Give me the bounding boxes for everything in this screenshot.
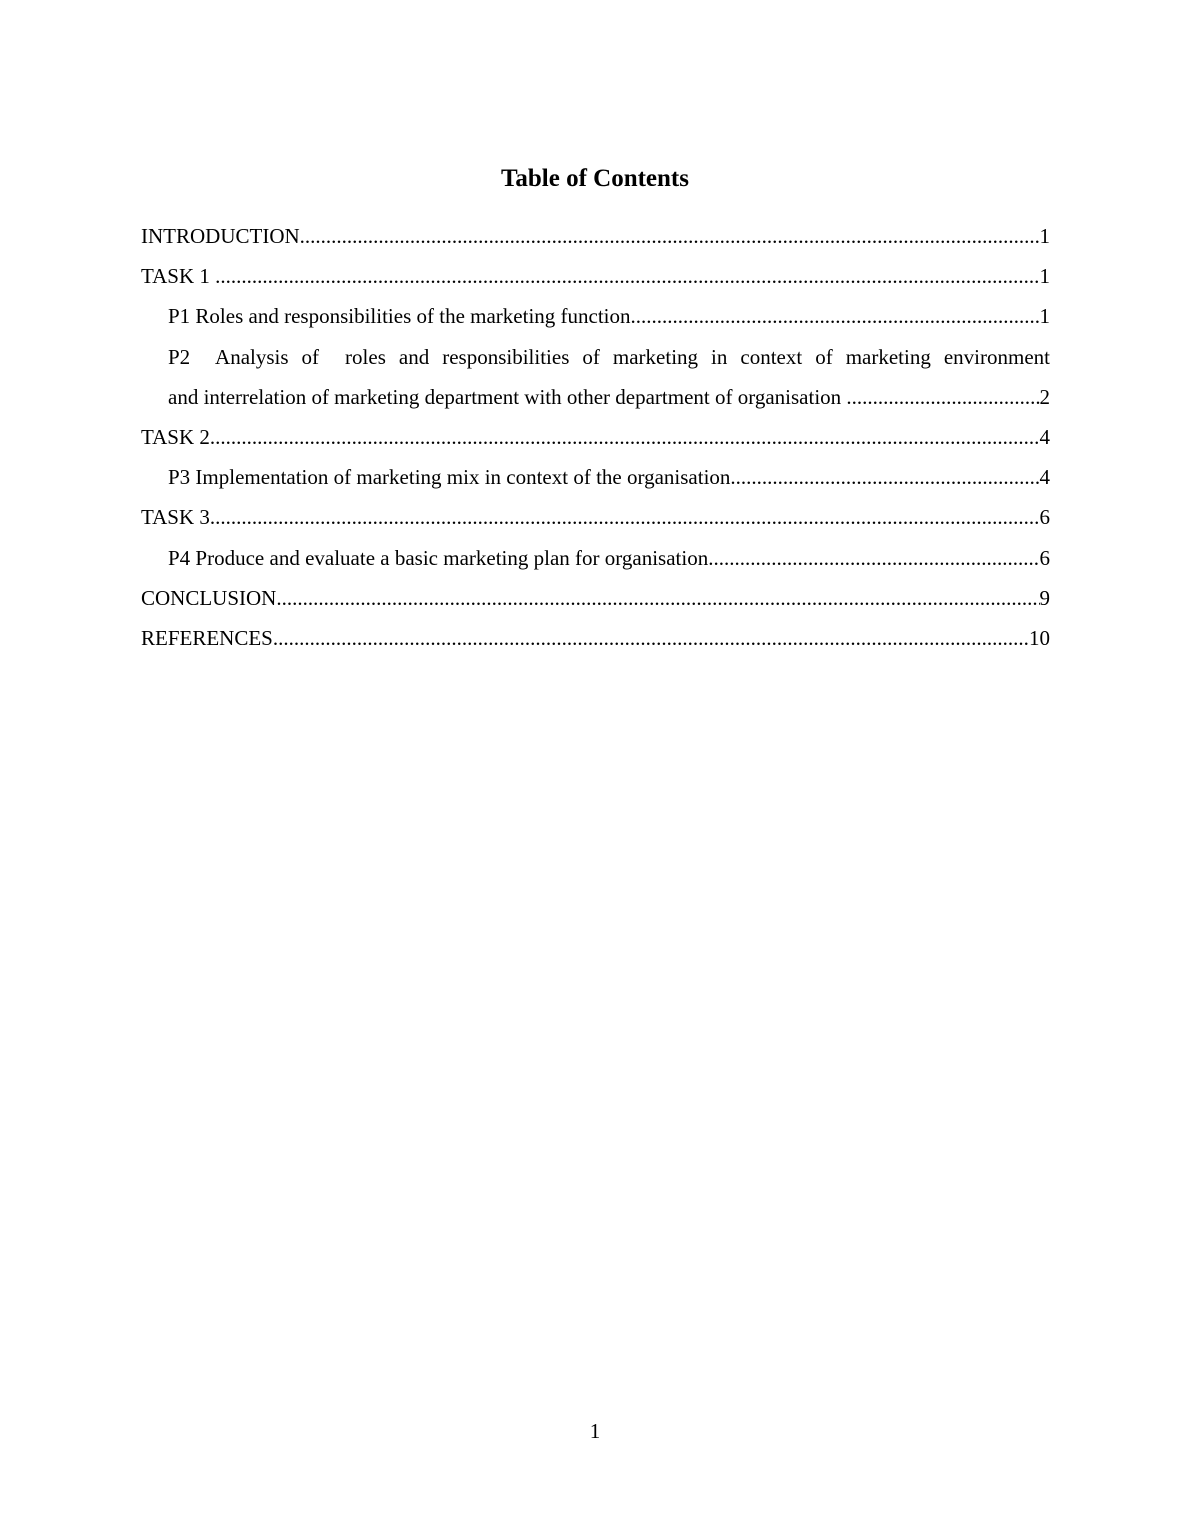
table-of-contents xyxy=(141,216,1050,658)
toc-entry-page: 1 xyxy=(1039,264,1050,289)
toc-dot-leader xyxy=(210,417,1040,457)
toc-entry-label-line1: P2 Analysis of roles and responsibilities of marketing in context of marketing environment xyxy=(168,344,1050,369)
toc-entry-label: INTRODUCTION xyxy=(141,224,300,248)
toc-entry-task-3[interactable] xyxy=(141,497,1050,537)
toc-entry-references[interactable] xyxy=(141,618,1050,658)
toc-entry-label: REFERENCES xyxy=(141,625,273,650)
toc-entry-page: 4 xyxy=(1039,424,1050,449)
toc-entry-page: 2 xyxy=(1039,384,1050,409)
toc-entry-page: 1 xyxy=(1039,304,1050,329)
toc-dot-leader xyxy=(631,296,1040,336)
toc-entry-page: 9 xyxy=(1039,585,1050,610)
toc-entry-label: TASK 2 xyxy=(141,424,210,449)
toc-entry-p2[interactable] xyxy=(141,337,1050,417)
toc-entry-conclusion[interactable] xyxy=(141,578,1050,618)
toc-entry-task-1[interactable] xyxy=(141,256,1050,296)
toc-entry-page: 6 xyxy=(1039,505,1050,530)
toc-entry-page: 1 xyxy=(1039,224,1050,248)
toc-entry-p3[interactable] xyxy=(141,457,1050,497)
page-number: 1 xyxy=(589,1419,601,1443)
toc-entry-label: P3 Implementation of marketing mix in context of the organisation xyxy=(168,465,731,490)
toc-dot-leader xyxy=(215,256,1039,296)
toc-entry-task-2[interactable] xyxy=(141,417,1050,457)
toc-entry-label: TASK 3 xyxy=(141,505,210,530)
toc-dot-leader xyxy=(300,216,1040,256)
toc-entry-label: CONCLUSION xyxy=(141,585,277,610)
toc-entry-page: 6 xyxy=(1039,545,1050,570)
toc-dot-leader xyxy=(210,497,1040,537)
toc-entry-label: TASK 1 xyxy=(141,264,216,289)
toc-entry-label: P4 Produce and evaluate a basic marketing plan for organisation xyxy=(168,545,709,570)
toc-entry-label: P1 Roles and responsibilities of the marketing function xyxy=(168,304,631,329)
toc-entry-page: 10 xyxy=(1029,625,1050,650)
toc-dot-leader xyxy=(708,538,1039,578)
toc-entry-p1[interactable] xyxy=(141,296,1050,336)
toc-dot-leader xyxy=(846,377,1039,417)
toc-title: Table of Contents xyxy=(501,165,689,192)
toc-dot-leader xyxy=(730,457,1039,497)
toc-dot-leader xyxy=(273,618,1029,658)
toc-entry-page: 4 xyxy=(1039,465,1050,490)
toc-entry-p4[interactable] xyxy=(141,538,1050,578)
toc-entry-label-line2: and interrelation of marketing department with other department of organisation xyxy=(168,384,847,409)
toc-dot-leader xyxy=(276,578,1039,618)
toc-entry-introduction[interactable] xyxy=(141,216,1050,256)
